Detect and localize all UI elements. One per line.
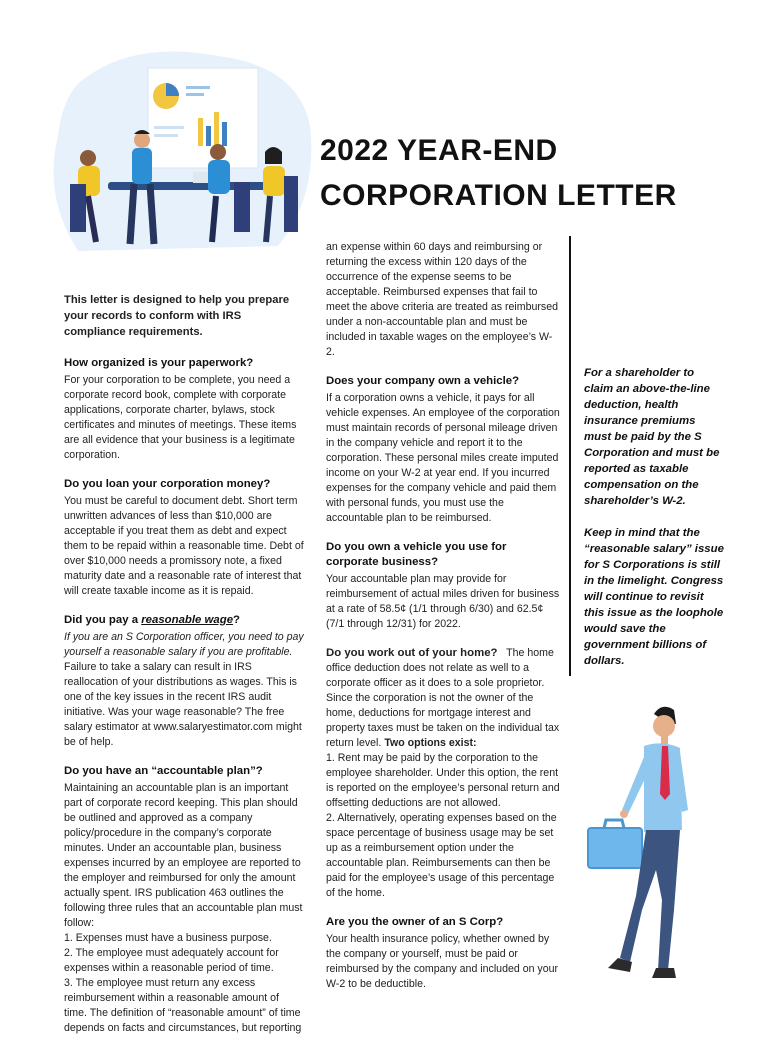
section-heading: Do you have an “accountable plan”? [64, 765, 263, 777]
heading-post: ? [233, 614, 241, 626]
section-body [64, 630, 304, 750]
section-body [326, 646, 561, 751]
body-text: Failure to take a salary can result in IRS reallocation of your distributions as wages. This is one of the key issues in the recent IRS audit initiative. Was your wage reasonable? The free salary estimator at www.salaryestimator.com might be of help. [64, 661, 302, 748]
section-company-vehicle [326, 374, 561, 526]
section-accountable-plan [64, 764, 304, 1036]
section-home-office [326, 646, 561, 901]
intro-text: This letter is designed to help you prepare your records to conform with IRS compliance requirements. [64, 294, 290, 338]
option-item: 2. Alternatively, operating expenses based on the space percentage of business usage may be set up as a reimbursement option under the accountable plan. Reimbursements can then be paid for the employee’s usage of this percentage of the home. [326, 812, 557, 899]
section-s-corp [326, 915, 561, 992]
section-own-vehicle [326, 540, 561, 632]
list-item: 2. The employee must adequately account for expenses within a reasonable period of time. [64, 947, 279, 974]
meeting-illustration [48, 46, 318, 266]
section-body: For your corporation to be complete, you need a corporate record book, complete with corporate applications, corporate charter, bylaws, stock certificates and minutes of meetings. These items are all evidence that your business is a legitimate corporation. [64, 374, 297, 461]
section-body: Your accountable plan may provide for reimbursement of actual miles driven for business at a rate of 58.5¢ (1/1 through 6/30) and 62.5¢ (7/1 through 12/31) for 2022. [326, 573, 560, 630]
businessman-illustration [582, 700, 692, 990]
list-item: 1. Expenses must have a business purpose. [64, 932, 272, 944]
page-title [320, 128, 740, 218]
section-heading: Do you loan your corporation money? [64, 478, 271, 490]
sidebar-notes [584, 365, 724, 685]
heading-pre: Did you pay a [64, 614, 142, 626]
section-body: Maintaining an accountable plan is an important part of corporate record keeping. This plan should be outlined and approved as a company policy/procedure in the company’s corporate minutes. Under an accountable plan, business expenses incurred by an employee are reported to the employer and reimbursed for only the amount actually spent. IRS publication 463 outlines the following three rules that an accountable plan must follow: [64, 782, 303, 929]
section-body: You must be careful to document debt. Short term unwritten advances of less than $10,000 are acceptable if you treat them as debt and expect them to be repaid within a reasonable time. Debt of over $10,000 needs a promissory note, a fixed maturity date and a reasonable rate of interest that will create taxable income as it is repaid. [64, 495, 304, 597]
title-line-2: CORPORATION LETTER [320, 179, 677, 212]
section-body: Your health insurance policy, whether owned by the company or yourself, must be paid or reimbursed by the company and included on your W-2 to be deductible. [326, 933, 559, 990]
section-loan [64, 477, 304, 599]
section-body: If a corporation owns a vehicle, it pays for all vehicle expenses. An employee of the corporation must maintain records of personal mileage driven in the company vehicle and report it to the corporation. These personal miles create imputed income on your W-2 at year end. If you incurred expenses for the company vehicle and paid them with personal funds, you must use the accountable plan to be reimbursed. [326, 392, 560, 524]
heading-emphasis: reasonable wage [141, 614, 234, 626]
middle-column [326, 240, 561, 1006]
section-heading: How organized is your paperwork? [64, 357, 254, 369]
section-heading: Are you the owner of an S Corp? [326, 916, 504, 928]
section-reasonable-wage [64, 613, 304, 750]
bold-text: Two options exist: [384, 737, 477, 749]
section-heading: Do you work out of your home? [326, 647, 498, 659]
left-column [64, 292, 304, 1050]
title-line-1: 2022 YEAR-END [320, 134, 558, 167]
section-paperwork [64, 356, 304, 463]
italic-lead: If you are an S Corporation officer, you need to pay yourself a reasonable salary if you are profitable. [64, 631, 304, 658]
list-item: 3. The employee must return any excess reimbursement within a reasonable amount of time. The definition of “reasonable amount” of time depends on facts and circumstances, but reporting [64, 977, 302, 1034]
section-heading [64, 613, 304, 628]
sidebar-note: For a shareholder to claim an above-the-line deduction, health insurance premiums must be paid by the S Corporation and must be reported as taxable compensation on the shareholder’s W-2. [584, 367, 720, 507]
sidebar-note: Keep in mind that the “reasonable salary” issue for S Corporations is still in the limelight. Congress will continue to revisit this issue as the loophole would save the government billions of dollars. [584, 527, 724, 667]
option-item: 1. Rent may be paid by the corporation to the employee shareholder. Under this option, the rent is reported on the employee’s personal return and offsetting deductions are not allowed. [326, 752, 560, 809]
section-heading: Do you own a vehicle you use for corporate business? [326, 541, 507, 568]
continued-text: an expense within 60 days and reimbursing or returning the excess within 120 days of the occurrence of the expense seems to be acceptable. Reimbursed expenses that fail to meet the above criteria are treated as reimbursed under a non-accountable plan and must be included in taxable wages on the employee’s W-2. [326, 241, 559, 358]
body-text: The home office deduction does not relate as well to a corporate officer as it does to a sole proprietor. Since the corporation is not the owner of the home, deductions for mortgage interest and property taxes must be taken on the individual tax return level. [326, 647, 560, 749]
column-divider [569, 236, 571, 676]
section-heading: Does your company own a vehicle? [326, 375, 520, 387]
